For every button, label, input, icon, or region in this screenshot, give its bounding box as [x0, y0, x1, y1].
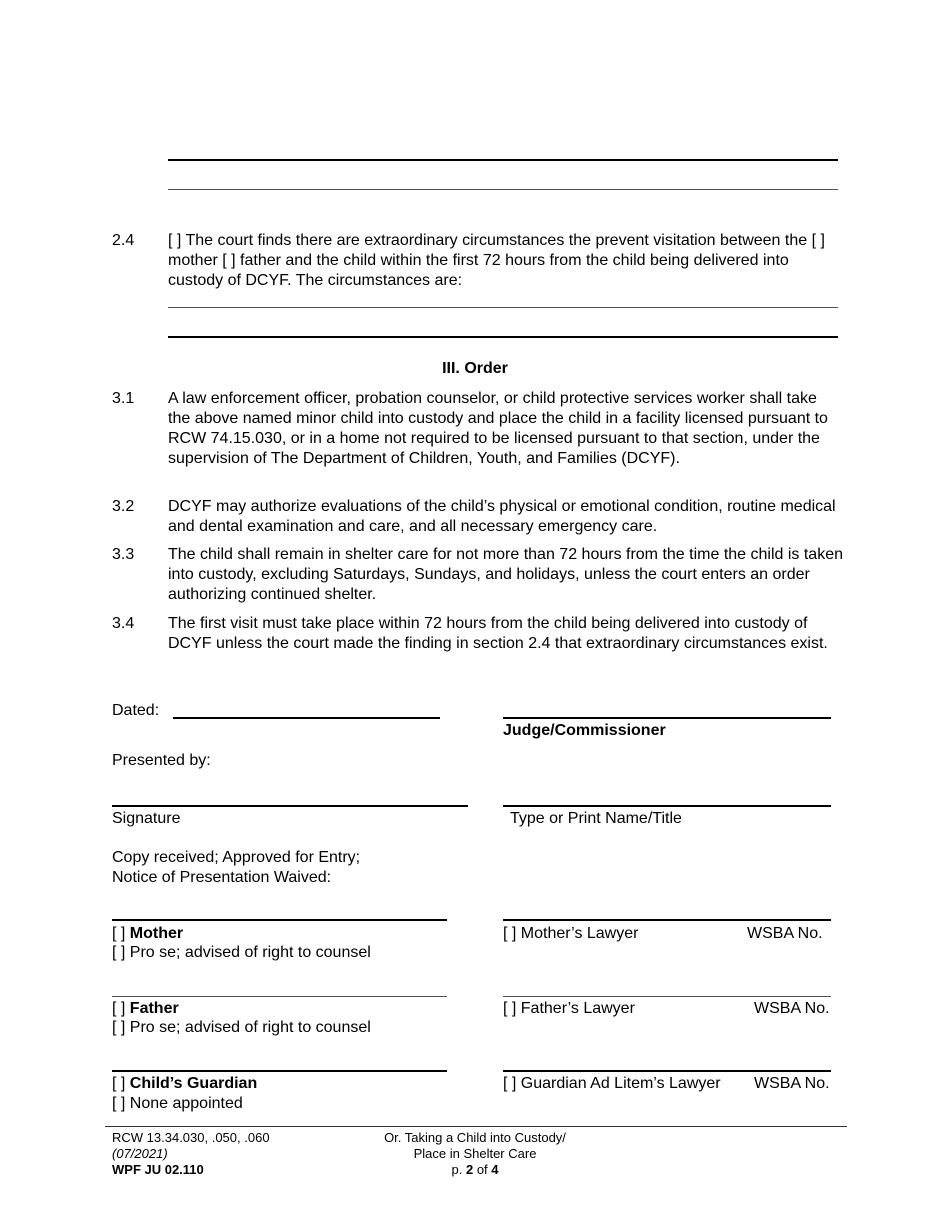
judge-signature-line[interactable]: [503, 717, 831, 719]
circumstances-line[interactable]: [168, 307, 838, 308]
section-number: 2.4: [112, 232, 135, 249]
father-pro-se[interactable]: [ ] Pro se; advised of right to counsel: [112, 1019, 371, 1036]
order-item-3-4: The first visit must take place within 72 hours from the child being delivered into custody of DCYF unless the court made the finding in section 2.4 that extraordinary circumstances exist.: [168, 615, 828, 652]
mother-label: Mother: [129, 925, 184, 942]
gal-lawyer-label[interactable]: [ ] Guardian Ad Litem’s Lawyer: [503, 1075, 721, 1092]
footer-title-line1: Or. Taking a Child into Custody/: [384, 1130, 566, 1145]
page-prefix: p.: [451, 1162, 463, 1177]
page-of: of: [476, 1162, 488, 1177]
print-name-label: Type or Print Name/Title: [510, 810, 682, 827]
order-item-3-3: The child shall remain in shelter care for not more than 72 hours from the time the child is taken into custody, excluding Saturdays, Sundays, and holidays, unless the court enters an order authorizing continued shelter.: [168, 546, 843, 603]
presenter-signature-line[interactable]: [112, 805, 468, 807]
guardian-signature-line[interactable]: [112, 1070, 447, 1072]
order-item-3-1: A law enforcement officer, probation counselor, or child protective services worker shall take the above named minor child into custody and place the child in a facility licensed pursuant to RCW 74.15.030, or in a home not required to be licensed pursuant to that section, under the supervision of The Department of Children, Youth, and Families (DCYF).: [168, 390, 828, 467]
item-number: 3.1: [112, 390, 135, 407]
guardian-none-appointed[interactable]: [ ] None appointed: [112, 1095, 243, 1112]
father-label: Father: [129, 1000, 179, 1017]
blank-line[interactable]: [168, 189, 838, 190]
item-number: 3.2: [112, 498, 135, 515]
mother-entry: [112, 924, 183, 944]
mothers-lawyer-label[interactable]: [ ] Mother’s Lawyer: [503, 925, 639, 942]
guardian-entry: [112, 1074, 257, 1094]
wsba-label: WSBA No.: [754, 1000, 830, 1017]
dated-label: Dated:: [112, 702, 160, 719]
footer-form-id: WPF JU 02.110: [112, 1162, 204, 1177]
footer-rule: [105, 1126, 847, 1127]
blank-line[interactable]: [168, 159, 838, 161]
order-heading: III. Order: [442, 360, 508, 377]
gal-lawyer-line[interactable]: [503, 1070, 831, 1072]
item-number: 3.3: [112, 546, 135, 563]
fathers-lawyer-label[interactable]: [ ] Father’s Lawyer: [503, 1000, 635, 1017]
fathers-lawyer-line[interactable]: [503, 996, 831, 997]
dated-line[interactable]: [173, 717, 440, 719]
page-current: 2: [465, 1162, 474, 1177]
circumstances-line[interactable]: [168, 336, 838, 338]
father-entry: [112, 999, 179, 1019]
mothers-lawyer-line[interactable]: [503, 919, 831, 921]
presented-by-label: Presented by:: [112, 752, 211, 769]
guardian-label: Child’s Guardian: [129, 1075, 258, 1092]
notice-waived-label: Notice of Presentation Waived:: [112, 869, 332, 886]
signature-label: Signature: [112, 810, 181, 827]
mother-pro-se[interactable]: [ ] Pro se; advised of right to counsel: [112, 944, 371, 961]
item-number: 3.4: [112, 615, 135, 632]
footer-date: (07/2021): [112, 1146, 168, 1161]
footer-title-line2: Place in Shelter Care: [413, 1146, 537, 1161]
page-total: 4: [491, 1162, 499, 1177]
copy-received-label: Copy received; Approved for Entry;: [112, 849, 361, 866]
footer-rcw: RCW 13.34.030, .050, .060: [112, 1130, 270, 1145]
mother-checkbox[interactable]: [ ]: [112, 925, 126, 942]
judge-label: Judge/Commissioner: [503, 722, 666, 739]
order-item-3-2: DCYF may authorize evaluations of the child’s physical or emotional condition, routine medical and dental examination and care, and all necessary emergency care.: [168, 498, 836, 535]
mother-signature-line[interactable]: [112, 919, 447, 921]
footer-page-number: [330, 1162, 620, 1178]
father-checkbox[interactable]: [ ]: [112, 1000, 126, 1017]
wsba-label: WSBA No.: [754, 1075, 830, 1092]
wsba-label: WSBA No.: [747, 925, 823, 942]
father-signature-line[interactable]: [112, 996, 447, 997]
guardian-checkbox[interactable]: [ ]: [112, 1075, 126, 1092]
section-2-4-text: [ ] The court finds there are extraordinary circumstances the prevent visitation between the [ ] mother [ ] father and the child within the first 72 hours from the child being delivered into custody of DCYF. The circumstances are:: [168, 232, 825, 289]
print-name-line[interactable]: [503, 805, 831, 807]
